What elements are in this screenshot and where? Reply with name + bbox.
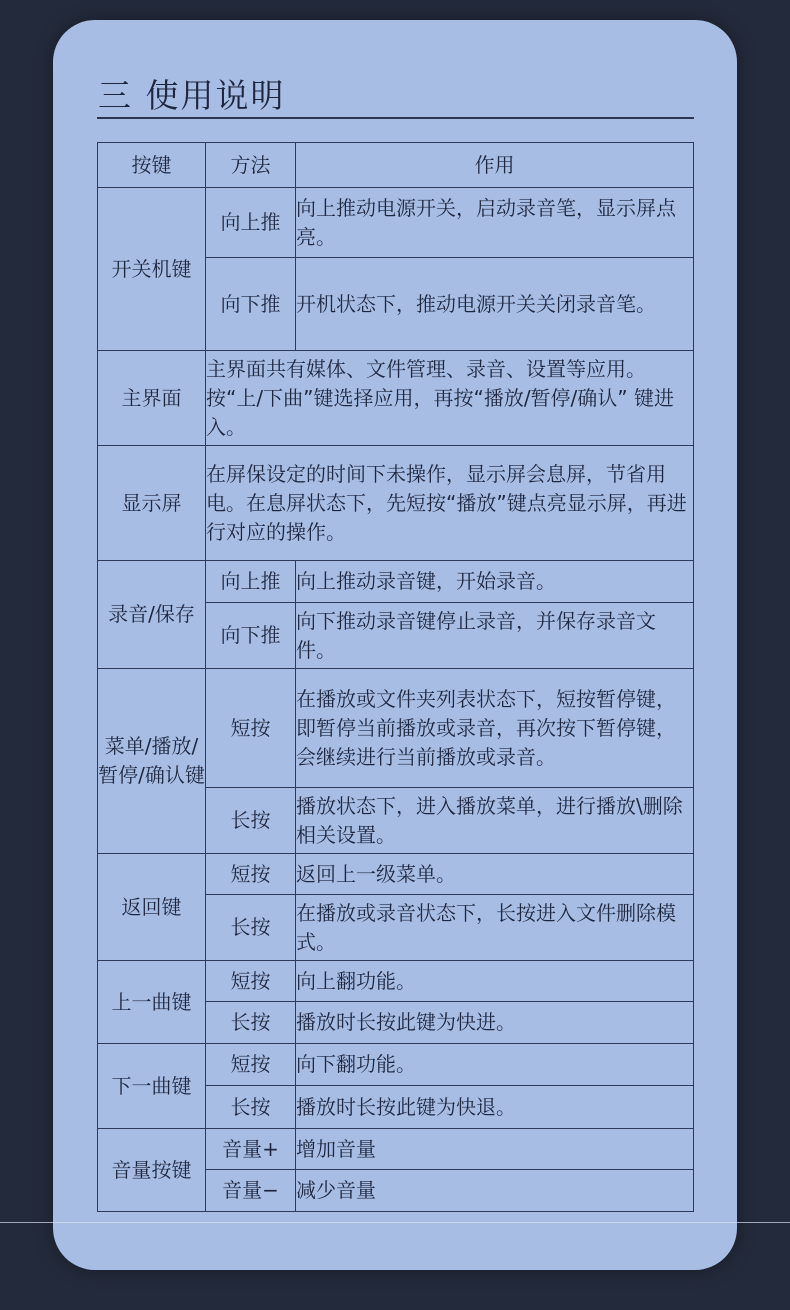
key-cell: 主界面 — [98, 351, 206, 446]
function-cell: 在播放或录音状态下，长按进入文件删除模式。 — [296, 895, 694, 961]
table-row — [98, 188, 694, 258]
table-row — [98, 1129, 694, 1170]
key-cell: 开关机键 — [98, 188, 206, 351]
method-cell: 长按 — [206, 1086, 296, 1129]
function-cell: 播放时长按此键为快退。 — [296, 1086, 694, 1129]
title-divider — [97, 117, 694, 119]
method-cell: 短按 — [206, 1044, 296, 1086]
method-cell: 短按 — [206, 961, 296, 1002]
method-cell: 向上推 — [206, 561, 296, 603]
function-cell: 返回上一级菜单。 — [296, 854, 694, 895]
usage-table — [97, 142, 694, 1212]
table-row — [98, 351, 694, 446]
table-row — [98, 854, 694, 895]
function-cell: 向上推动电源开关，启动录音笔，显示屏点亮。 — [296, 188, 694, 258]
key-cell: 下一曲键 — [98, 1044, 206, 1129]
method-cell: 向下推 — [206, 258, 296, 351]
key-cell: 音量按键 — [98, 1129, 206, 1212]
function-cell: 开机状态下，推动电源开关关闭录音笔。 — [296, 258, 694, 351]
key-cell: 返回键 — [98, 854, 206, 961]
method-cell: 长按 — [206, 788, 296, 854]
header-function: 作用 — [296, 143, 694, 188]
function-cell: 向下翻功能。 — [296, 1044, 694, 1086]
table-row — [98, 561, 694, 603]
table-header-row — [98, 143, 694, 188]
key-cell: 录音/保存 — [98, 561, 206, 669]
table-row — [98, 446, 694, 561]
method-cell: 长按 — [206, 895, 296, 961]
method-cell: 音量+ — [206, 1129, 296, 1170]
function-cell: 主界面共有媒体、文件管理、录音、设置等应用。按“上/下曲”键选择应用，再按“播放/暂停/确认” 键进入。 — [206, 351, 694, 446]
key-cell: 显示屏 — [98, 446, 206, 561]
header-key: 按键 — [98, 143, 206, 188]
bottom-divider — [0, 1222, 790, 1223]
method-cell: 长按 — [206, 1002, 296, 1044]
key-cell: 上一曲键 — [98, 961, 206, 1044]
header-method: 方法 — [206, 143, 296, 188]
function-cell: 向上翻功能。 — [296, 961, 694, 1002]
function-cell: 向下推动录音键停止录音，并保存录音文件。 — [296, 603, 694, 669]
method-cell: 音量− — [206, 1170, 296, 1212]
function-cell: 在屏保设定的时间下未操作，显示屏会息屏，节省用电。在息屏状态下，先短按“播放”键点亮显示屏，再进行对应的操作。 — [206, 446, 694, 561]
table-row — [98, 669, 694, 788]
function-cell: 增加音量 — [296, 1129, 694, 1170]
function-cell: 向上推动录音键，开始录音。 — [296, 561, 694, 603]
function-cell: 播放时长按此键为快进。 — [296, 1002, 694, 1044]
method-cell: 向下推 — [206, 603, 296, 669]
function-cell: 播放状态下，进入播放菜单，进行播放\删除相关设置。 — [296, 788, 694, 854]
table-row — [98, 1044, 694, 1086]
section-title: 三 使用说明 — [98, 76, 286, 115]
function-cell: 在播放或文件夹列表状态下，短按暂停键，即暂停当前播放或录音，再次按下暂停键，会继续进行当前播放或录音。 — [296, 669, 694, 788]
method-cell: 向上推 — [206, 188, 296, 258]
method-cell: 短按 — [206, 669, 296, 788]
method-cell: 短按 — [206, 854, 296, 895]
table-row — [98, 961, 694, 1002]
key-cell: 菜单/播放/暂停/确认键 — [98, 669, 206, 854]
function-cell: 减少音量 — [296, 1170, 694, 1212]
